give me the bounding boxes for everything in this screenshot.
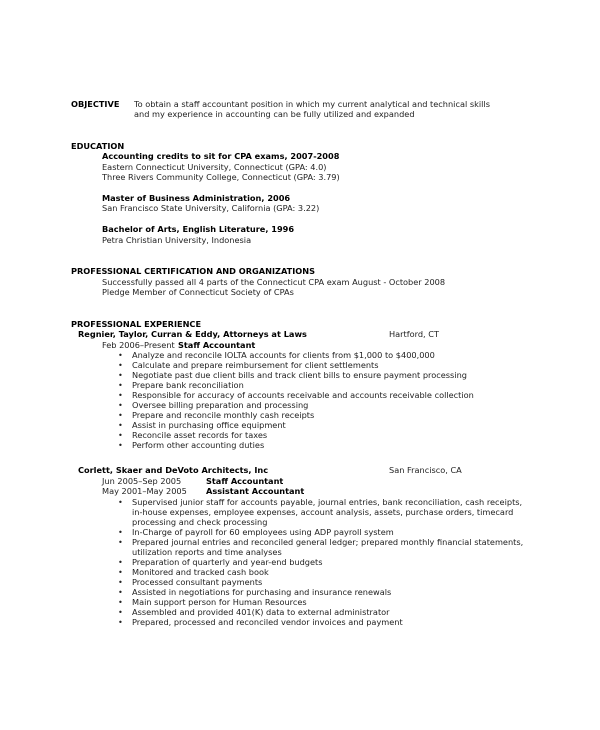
education-entry-title: Accounting credits to sit for CPA exams, 2007-2008 (102, 151, 340, 161)
certification-heading: PROFESSIONAL CERTIFICATION AND ORGANIZATIONS (71, 266, 315, 276)
job-role-title: Staff Accountant (206, 476, 284, 486)
list-item: • Calculate and prepare reimbursement for client settlements (118, 360, 558, 370)
education-heading: EDUCATION (71, 141, 125, 151)
objective-line-1: To obtain a staff accountant position in which my current analytical and technical skills (134, 99, 490, 109)
objective-heading: OBJECTIVE (71, 99, 120, 109)
job-role-dates: Feb 2006–Present (102, 340, 175, 350)
job-company: Corlett, Skaer and DeVoto Architects, Inc (78, 465, 269, 475)
list-item: • Main support person for Human Resources (118, 597, 534, 607)
list-item: • Supervised junior staff for accounts payable, journal entries, bank reconciliation, cash receipts, in-house expenses, employee expenses, account analysis, assets, purchase orders, timecard processing and check processing (118, 497, 534, 527)
list-item: • Prepare and reconcile monthly cash receipts (118, 410, 558, 420)
objective-line-2: and my experience in accounting can be fully utilized and expanded (134, 109, 415, 119)
job-location: Hartford, CT (389, 329, 439, 339)
list-item: • Assembled and provided 401(K) data to external administrator (118, 607, 534, 617)
job-role-dates: Jun 2005–Sep 2005 (102, 476, 182, 486)
list-item: • In-Charge of payroll for 60 employees using ADP payroll system (118, 527, 534, 537)
list-item: • Prepare bank reconciliation (118, 380, 558, 390)
list-item: • Oversee billing preparation and processing (118, 400, 558, 410)
job-company: Regnier, Taylor, Curran & Eddy, Attorneys at Laws (78, 329, 307, 339)
job-role-title: Assistant Accountant (206, 486, 305, 496)
experience-heading: PROFESSIONAL EXPERIENCE (71, 319, 202, 329)
list-item: • Monitored and tracked cash book (118, 567, 534, 577)
list-item: • Assist in purchasing office equipment (118, 420, 558, 430)
list-item: • Responsible for accuracy of accounts receivable and accounts receivable collection (118, 390, 558, 400)
job-location: San Francisco, CA (389, 465, 462, 475)
education-entry-line: Three Rivers Community College, Connecticut (GPA: 3.79) (102, 172, 340, 182)
list-item: • Perform other accounting duties (118, 440, 558, 450)
certification-line: Successfully passed all 4 parts of the Connecticut CPA exam August - October 2008 (102, 277, 446, 287)
job-role-title: Staff Accountant (178, 340, 256, 350)
list-item: • Analyze and reconcile IOLTA accounts for clients from $1,000 to $400,000 (118, 350, 558, 360)
list-item: • Assisted in negotiations for purchasing and insurance renewals (118, 587, 534, 597)
education-entry-title: Bachelor of Arts, English Literature, 1996 (102, 224, 295, 234)
job-role-dates: May 2001–May 2005 (102, 486, 187, 496)
education-entry-line: Petra Christian University, Indonesia (102, 235, 252, 245)
list-item: • Prepared, processed and reconciled vendor invoices and payment (118, 617, 534, 627)
education-entry-title: Master of Business Administration, 2006 (102, 193, 291, 203)
job-duties-list (118, 497, 534, 627)
education-entry-line: Eastern Connecticut University, Connecticut (GPA: 4.0) (102, 162, 327, 172)
list-item: • Reconcile asset records for taxes (118, 430, 558, 440)
list-item: • Preparation of quarterly and year-end budgets (118, 557, 534, 567)
list-item: • Processed consultant payments (118, 577, 534, 587)
list-item: • Negotiate past due client bills and track client bills to ensure payment processing (118, 370, 558, 380)
job-duties-list (118, 350, 558, 450)
list-item: • Prepared journal entries and reconciled general ledger; prepared monthly financial statements, utilization reports and time analyses (118, 537, 534, 557)
certification-line: Pledge Member of Connecticut Society of CPAs (102, 287, 294, 297)
education-entry-line: San Francisco State University, California (GPA: 3.22) (102, 203, 320, 213)
